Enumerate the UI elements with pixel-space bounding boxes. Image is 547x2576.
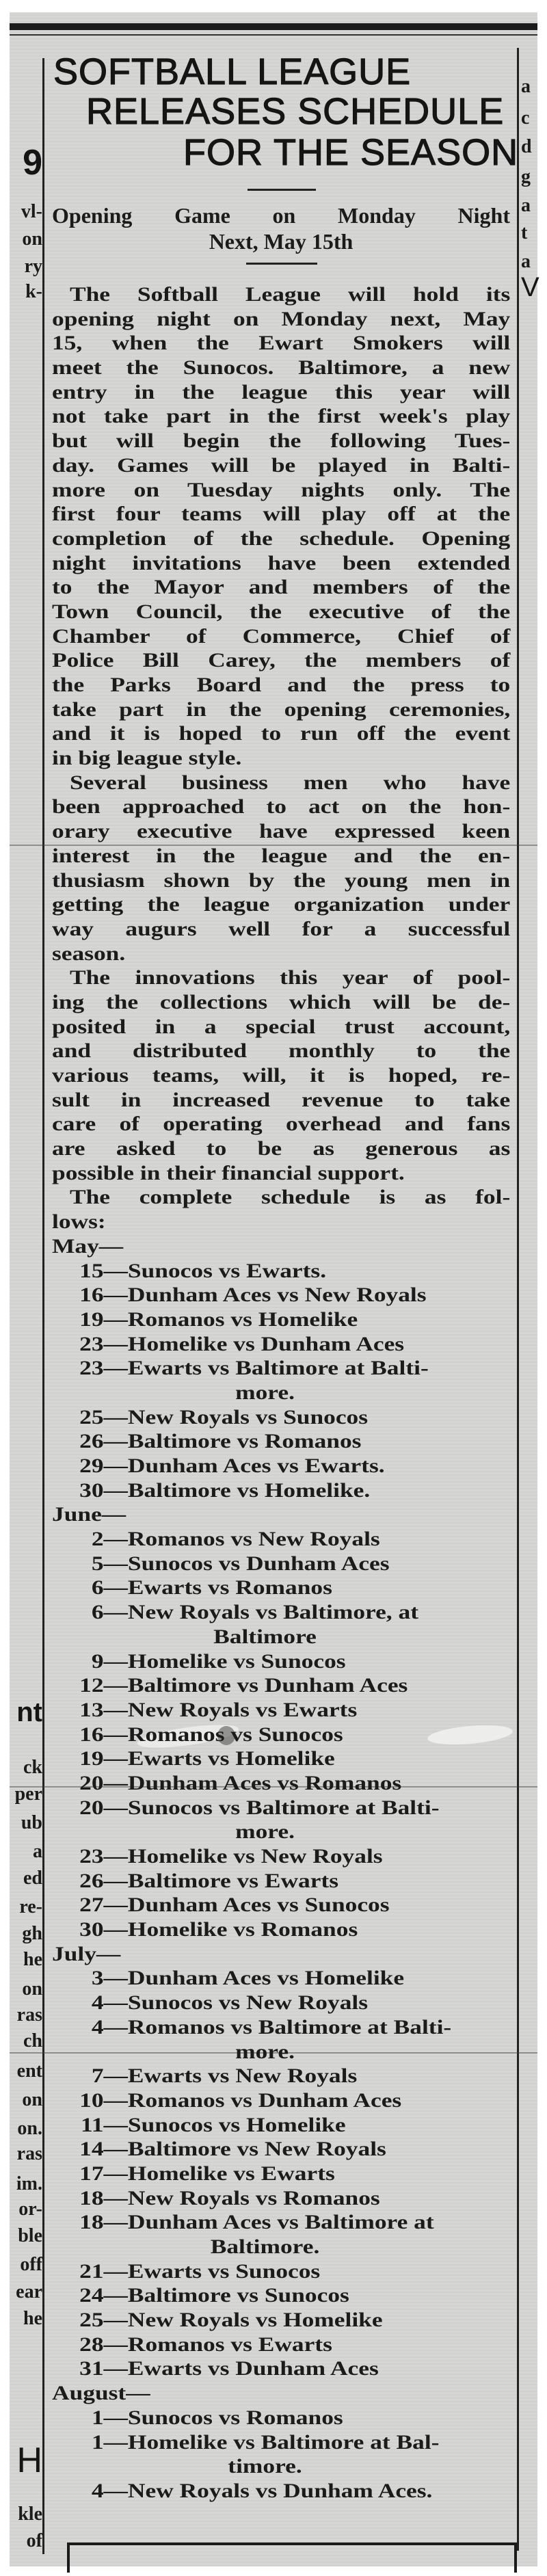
body-line: various teams, will, it is hoped, re-: [52, 1064, 511, 1087]
left-column-fragment: im.: [16, 2174, 42, 2194]
left-column-fragment: kle: [18, 2504, 42, 2525]
schedule-entry: [52, 2333, 510, 2357]
schedule-matchup: Baltimore vs Romanos: [127, 1430, 362, 1453]
em-dash: —: [103, 1528, 128, 1551]
schedule-matchup: New Royals vs Homelike: [127, 2309, 383, 2332]
schedule-entry: [52, 1844, 510, 1869]
schedule-day: 18: [79, 2186, 104, 2209]
schedule-entry: [52, 1356, 510, 1381]
em-dash: —: [103, 2406, 128, 2429]
schedule-entry: [52, 2356, 510, 2381]
schedule-day: 19: [79, 1747, 104, 1770]
em-dash: —: [103, 1918, 128, 1941]
schedule-matchup: New Royals vs Baltimore, at: [127, 1601, 418, 1624]
body-line: in big league style.: [52, 747, 242, 770]
body-line: season.: [52, 942, 126, 965]
body-line: the Parks Board and the press to: [52, 674, 511, 696]
em-dash: —: [103, 2162, 128, 2185]
schedule-matchup: Baltimore vs Sunocos: [127, 2284, 349, 2307]
body-line: 15, when the Ewart Smokers will: [52, 332, 511, 355]
schedule-entry-continuation: timore.: [228, 2455, 302, 2478]
schedule-entry: [52, 2406, 510, 2430]
schedule-day: 28: [79, 2333, 104, 2356]
body-line: are asked to be as generous as: [52, 1137, 511, 1160]
em-dash: —: [103, 1771, 128, 1794]
body-line: entry in the league this year will: [52, 380, 511, 403]
schedule-day: 11: [81, 2113, 104, 2136]
schedule-day: 21: [79, 2259, 104, 2283]
schedule-day: 31: [79, 2357, 104, 2380]
schedule-day: 9: [91, 1649, 104, 1673]
em-dash: —: [103, 1845, 128, 1868]
schedule-entry-continuation: more.: [235, 1820, 295, 1844]
schedule-day: 16: [79, 1723, 104, 1746]
schedule-entry: [52, 1600, 510, 1625]
em-dash: —: [103, 2064, 128, 2088]
schedule-matchup: Baltimore vs Dunham Aces: [127, 1674, 408, 1697]
body-line: more on Tuesday nights only. The: [52, 478, 511, 501]
schedule-day: 17: [79, 2162, 104, 2185]
schedule-entry: [52, 1478, 510, 1503]
left-column-fragment: ub: [21, 1813, 42, 1833]
schedule-month-heading: May—: [52, 1234, 124, 1258]
em-dash: —: [103, 1698, 128, 1721]
left-column-fragment: ear: [16, 2282, 42, 2302]
schedule-matchup: Baltimore vs Homelike.: [127, 1478, 371, 1502]
schedule-day: 23: [79, 1332, 104, 1355]
body-line: Chamber of Commerce, Chief of: [52, 624, 511, 648]
left-column-fragment: a: [33, 1842, 42, 1862]
body-line: The complete schedule is as fol-: [69, 1186, 511, 1209]
left-column-fragment: ch: [23, 2031, 42, 2051]
left-column-fragment: ry: [24, 256, 42, 277]
schedule-entry: [52, 1429, 510, 1454]
em-dash: —: [103, 1405, 128, 1429]
body-line: orary executive have expressed keen: [52, 820, 511, 843]
em-dash: —: [103, 1307, 128, 1331]
body-line: been approached to act on the hon-: [52, 795, 511, 819]
body-line: day. Games will be played in Balti-: [52, 453, 511, 477]
left-column-fragment: gh: [22, 1924, 42, 1944]
em-dash: —: [103, 1991, 128, 2015]
right-column-fragment: t: [521, 222, 528, 243]
em-dash: —: [103, 2479, 128, 2502]
schedule-entry: [52, 1259, 510, 1284]
body-line: take part in the opening ceremonies,: [52, 698, 511, 721]
next-article-box: [67, 2542, 517, 2573]
em-dash: —: [103, 2211, 128, 2234]
em-dash: —: [103, 1259, 128, 1282]
article-body: [52, 282, 510, 2504]
em-dash: —: [103, 1796, 128, 1819]
schedule-day: 3: [91, 1967, 104, 1990]
subheadline-line-1: Opening Game on Monday Night: [52, 203, 510, 228]
schedule-matchup: New Royals vs Romanos: [127, 2186, 380, 2209]
body-line: lows:: [52, 1210, 106, 1234]
schedule-matchup: Dunham Aces vs Homelike: [127, 1967, 405, 1990]
left-column-fragment: on: [22, 1979, 42, 2000]
right-column-fragment: d: [521, 136, 532, 157]
schedule-entry: [52, 1698, 510, 1723]
left-column-fragment: 9: [23, 144, 42, 182]
schedule-day: 7: [91, 2064, 104, 2088]
left-column-fragment: per: [14, 1784, 42, 1805]
schedule-matchup: Dunham Aces vs Sunocos: [127, 1894, 390, 1917]
left-column-fragment: ent: [16, 2061, 42, 2082]
em-dash: —: [103, 1601, 128, 1624]
schedule-day: 19: [79, 1307, 104, 1331]
em-dash: —: [103, 2284, 128, 2307]
schedule-matchup: Ewarts vs Dunham Aces: [127, 2357, 379, 2380]
em-dash: —: [103, 1967, 128, 1990]
em-dash: —: [103, 1455, 128, 1477]
schedule-month-heading: July—: [52, 1942, 121, 1965]
em-dash: —: [103, 2259, 128, 2283]
schedule-entry: [52, 1283, 510, 1307]
schedule-day: 27: [79, 1894, 104, 1917]
subheadline-line-2: Next, May 15th: [209, 229, 353, 254]
em-dash: —: [103, 1723, 128, 1746]
schedule-entry: [52, 2113, 510, 2138]
em-dash: —: [103, 1430, 128, 1453]
schedule-matchup: Romanos vs Homelike: [127, 1307, 358, 1331]
schedule-day: 14: [79, 2138, 104, 2161]
schedule-matchup: Sunocos vs Romanos: [127, 2406, 343, 2429]
body-line: possible in their financial support.: [52, 1161, 405, 1184]
left-column-fragment: on: [22, 229, 42, 250]
body-line: to the Mayor and members of the: [52, 576, 511, 599]
schedule-entry: [52, 2259, 510, 2284]
body-line: thusiasm shown by the young men in: [52, 868, 511, 892]
schedule-day: 24: [79, 2284, 104, 2307]
em-dash: —: [103, 1284, 128, 1307]
schedule-entry: [52, 2308, 510, 2333]
schedule-month-heading: August—: [52, 2382, 150, 2405]
schedule-day: 13: [79, 1698, 104, 1721]
schedule-entry: [52, 2064, 510, 2088]
schedule-entry: [52, 1454, 510, 1478]
schedule-entry: [52, 1332, 510, 1357]
schedule-entry: [52, 1405, 510, 1430]
right-column-fragment: c: [521, 107, 530, 129]
schedule-matchup: Dunham Aces vs New Royals: [127, 1284, 427, 1307]
left-column-fragment: nt: [16, 1697, 42, 1727]
body-line: first four teams will play off at the: [52, 503, 511, 526]
em-dash: —: [103, 1478, 128, 1502]
body-line: opening night on Monday next, May: [52, 307, 511, 330]
right-column-fragment: a: [521, 251, 531, 272]
schedule-matchup: Ewarts vs Sunocos: [127, 2259, 321, 2283]
left-column-fragment: or-: [18, 2199, 42, 2220]
left-column-fragment: H: [16, 2441, 42, 2480]
left-column-fragment: on.: [17, 2119, 42, 2139]
divider: [246, 263, 317, 265]
top-rule: [10, 23, 537, 30]
schedule-entry-continuation: more.: [235, 2040, 295, 2063]
schedule-day: 30: [79, 1918, 104, 1941]
schedule-entry: [52, 1917, 510, 1942]
schedule-entry: [52, 1747, 510, 1771]
schedule-matchup: Baltimore vs Ewarts: [127, 1869, 339, 1892]
schedule-matchup: Romanos vs Dunham Aces: [127, 2088, 402, 2112]
em-dash: —: [103, 1357, 128, 1380]
schedule-entry: [52, 1576, 510, 1600]
divider: [248, 189, 316, 191]
headline-line-1: SOFTBALL LEAGUE: [53, 51, 412, 92]
schedule-matchup: Sunocos vs Dunham Aces: [127, 1552, 390, 1575]
schedule-day: 2: [91, 1528, 104, 1551]
headline-line-3: FOR THE SEASON: [183, 132, 519, 173]
schedule-day: 23: [79, 1357, 104, 1380]
body-line: interest in the league and the en-: [52, 844, 511, 867]
schedule-day: 4: [91, 2015, 104, 2039]
body-line: Police Bill Carey, the members of: [52, 649, 511, 672]
em-dash: —: [103, 1649, 128, 1673]
schedule-matchup: Romanos vs New Royals: [127, 1528, 380, 1551]
em-dash: —: [103, 1674, 128, 1697]
body-line: Several business men who have: [69, 771, 511, 794]
body-line: posited in a special trust account,: [52, 1015, 511, 1038]
schedule-entry: [52, 1673, 510, 1698]
schedule-matchup: Sunocos vs New Royals: [127, 1991, 369, 2015]
schedule-day: 12: [79, 1674, 104, 1697]
schedule-entry: [52, 2479, 510, 2504]
schedule-entry: [52, 2210, 510, 2235]
em-dash: —: [103, 2430, 128, 2454]
schedule-entry-continuation: Baltimore: [213, 1625, 317, 1648]
schedule-day: 25: [79, 1405, 104, 1429]
schedule-day: 20: [79, 1796, 104, 1819]
left-column-fragment: off: [20, 2255, 42, 2275]
schedule-entry: [52, 1527, 510, 1552]
schedule-entry: [52, 2015, 510, 2040]
schedule-entry-continuation: Baltimore.: [210, 2235, 320, 2258]
schedule-matchup: Ewarts vs Baltimore at Balti-: [127, 1357, 429, 1380]
schedule-day: 4: [91, 2479, 104, 2502]
em-dash: —: [103, 2015, 128, 2039]
schedule-matchup: Baltimore vs New Royals: [127, 2138, 386, 2161]
schedule-entry: [52, 1771, 510, 1796]
schedule-day: 1: [91, 2430, 104, 2454]
schedule-day: 29: [79, 1455, 104, 1477]
left-column-fragment: he: [23, 1950, 42, 1970]
body-line: way augurs well for a successful: [52, 917, 511, 940]
schedule-entry: [52, 1552, 510, 1576]
left-column-fragment: he: [23, 2309, 42, 2329]
schedule-matchup: Sunocos vs Homelike: [127, 2113, 346, 2136]
em-dash: —: [103, 1869, 128, 1892]
body-line: completion of the schedule. Opening: [52, 527, 511, 550]
schedule-day: 18: [79, 2211, 104, 2234]
schedule-entry-continuation: more.: [235, 1381, 295, 1404]
left-column-fragment: of: [26, 2531, 42, 2551]
schedule-matchup: Homelike vs New Royals: [127, 1845, 383, 1868]
schedule-month-heading: June—: [52, 1503, 126, 1526]
left-column-fragment: ras: [16, 2144, 42, 2164]
left-column-fragment: on: [22, 2090, 42, 2110]
body-line: Town Council, the executive of the: [52, 600, 511, 623]
body-line: sult in increased revenue to take: [52, 1088, 511, 1111]
subheadline: [52, 202, 510, 254]
left-column-fragment: ble: [18, 2226, 42, 2246]
em-dash: —: [103, 2186, 128, 2209]
left-column-fragment: ed: [23, 1868, 42, 1889]
em-dash: —: [103, 2113, 128, 2136]
em-dash: —: [103, 1894, 128, 1917]
schedule-day: 23: [79, 1845, 104, 1868]
body-line: getting the league organization under: [52, 893, 511, 916]
schedule-entry: [52, 1991, 510, 2015]
schedule-entry: [52, 2088, 510, 2113]
schedule-day: 6: [91, 1601, 104, 1624]
body-line: and it is hoped to run off the event: [52, 722, 511, 745]
body-line: The Softball League will hold its: [69, 283, 511, 306]
schedule-day: 15: [79, 1259, 104, 1282]
schedule-day: 10: [79, 2088, 104, 2112]
schedule-entry: [52, 1723, 510, 1747]
schedule-entry: [52, 1966, 510, 1991]
right-column-fragment: g: [521, 166, 531, 187]
schedule-entry: [52, 1796, 510, 1820]
schedule-entry: [52, 2283, 510, 2308]
body-line: but will begin the following Tues-: [52, 429, 511, 453]
em-dash: —: [103, 2357, 128, 2380]
schedule-day: 25: [79, 2309, 104, 2332]
left-column-fragment: ck: [23, 1757, 42, 1778]
left-column-fragment: k-: [25, 282, 42, 302]
em-dash: —: [103, 2333, 128, 2356]
em-dash: —: [103, 1332, 128, 1355]
body-line: not take part in the first week's play: [52, 405, 511, 428]
schedule-matchup: Sunocos vs Baltimore at Balti-: [127, 1796, 440, 1819]
em-dash: —: [103, 1552, 128, 1575]
body-line: night invitations have been extended: [52, 551, 511, 574]
body-line: ing the collections which will be de-: [52, 990, 511, 1013]
schedule-matchup: Sunocos vs Ewarts.: [127, 1259, 327, 1282]
schedule-matchup: Romanos vs Ewarts: [127, 2333, 332, 2356]
right-column-fragment: a: [521, 195, 531, 216]
schedule-entry: [52, 2186, 510, 2211]
schedule-matchup: Homelike vs Dunham Aces: [127, 1332, 405, 1355]
schedule-entry: [52, 1869, 510, 1894]
schedule-matchup: Romanos vs Baltimore at Balti-: [127, 2015, 452, 2039]
left-column-fragment: vl-: [21, 202, 42, 222]
schedule-matchup: Ewarts vs New Royals: [127, 2064, 358, 2088]
schedule-entry: [52, 2430, 510, 2455]
schedule-matchup: Homelike vs Ewarts: [127, 2162, 335, 2185]
schedule-matchup: New Royals vs Sunocos: [127, 1405, 369, 1429]
schedule-day: 26: [79, 1869, 104, 1892]
schedule-matchup: New Royals vs Ewarts: [127, 1698, 358, 1721]
schedule-day: 16: [79, 1284, 104, 1307]
right-column-fragment: V: [521, 272, 539, 302]
left-column-rule: [42, 58, 44, 2554]
headline-line-2: RELEASES SCHEDULE: [86, 91, 505, 132]
schedule-entry: [52, 1307, 510, 1332]
schedule-matchup: Homelike vs Sunocos: [127, 1649, 346, 1673]
top-rule-thin: [10, 34, 537, 36]
schedule-entry: [52, 2137, 510, 2162]
schedule-matchup: New Royals vs Dunham Aces.: [127, 2479, 433, 2502]
schedule-matchup: Ewarts vs Romanos: [127, 1576, 332, 1599]
left-column-fragment: re-: [19, 1897, 42, 1917]
em-dash: —: [103, 1747, 128, 1770]
schedule-day: 6: [91, 1576, 104, 1599]
schedule-day: 4: [91, 1991, 104, 2015]
schedule-day: 5: [91, 1552, 104, 1575]
right-column-rule: [517, 48, 519, 2551]
schedule-matchup: Dunham Aces vs Baltimore at: [127, 2211, 434, 2234]
schedule-matchup: Romanos vs Sunocos: [127, 1723, 343, 1746]
schedule-day: 26: [79, 1430, 104, 1453]
schedule-matchup: Homelike vs Baltimore at Bal-: [127, 2430, 440, 2454]
schedule-day: 30: [79, 1478, 104, 1502]
body-line: meet the Sunocos. Baltimore, a new: [52, 356, 511, 380]
em-dash: —: [103, 2309, 128, 2332]
right-column-fragment: a: [521, 76, 531, 97]
schedule-matchup: Homelike vs Romanos: [127, 1918, 358, 1941]
schedule-day: 20: [79, 1771, 104, 1794]
em-dash: —: [103, 2088, 128, 2112]
schedule-day: 1: [91, 2406, 104, 2429]
left-column-fragment: ras: [16, 2005, 42, 2026]
em-dash: —: [103, 1576, 128, 1599]
em-dash: —: [103, 2138, 128, 2161]
body-line: and distributed monthly to the: [52, 1039, 511, 1063]
schedule-entry: [52, 2162, 510, 2186]
body-line: The innovations this year of pool-: [69, 966, 511, 990]
body-line: care of operating overhead and fans: [52, 1113, 511, 1136]
schedule-matchup: Ewarts vs Homelike: [127, 1747, 335, 1770]
schedule-matchup: Dunham Aces vs Ewarts.: [127, 1455, 385, 1477]
schedule-matchup: Dunham Aces vs Romanos: [127, 1771, 402, 1794]
schedule-entry: [52, 1649, 510, 1674]
schedule-entry: [52, 1893, 510, 1917]
